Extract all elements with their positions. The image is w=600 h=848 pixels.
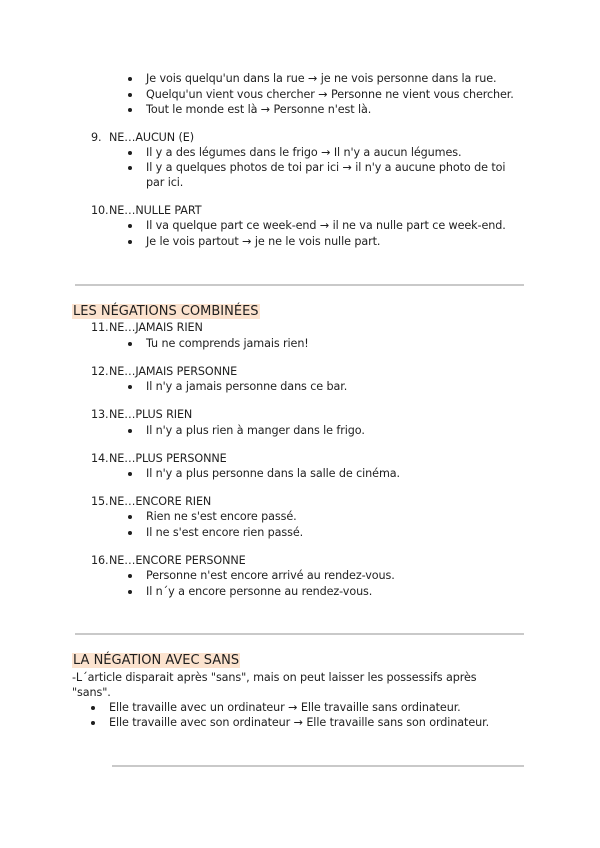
list-number: 15. — [91, 495, 109, 508]
list-item: Tu ne comprends jamais rien! — [146, 337, 309, 350]
section-title-nulle-part: NE…NULLE PART — [109, 204, 202, 217]
list-number: 12. — [91, 365, 109, 378]
item-title: NE…ENCORE PERSONNE — [109, 554, 246, 567]
list-item: Il n'y a plus personne dans la salle de cinéma. — [146, 467, 400, 480]
intro-text: -L´article disparait après "sans", mais on peut laisser les possessifs après — [72, 671, 477, 684]
list-number: 11. — [91, 321, 109, 334]
list-item: Il n'y a plus rien à manger dans le frigo. — [146, 424, 365, 437]
list-item: Elle travaille avec son ordinateur → Elle travaille sans son ordinateur. — [109, 716, 490, 729]
item-title: NE…PLUS PERSONNE — [109, 452, 227, 465]
divider — [112, 765, 524, 767]
list-item: Il y a quelques photos de toi par ici → il n'y a aucune photo de toi — [146, 161, 506, 174]
list-item: Personne n'est encore arrivé au rendez-vous. — [146, 569, 395, 582]
list-item: Elle travaille avec un ordinateur → Elle travaille sans ordinateur. — [109, 701, 461, 714]
section-title-aucun: NE…AUCUN (E) — [109, 131, 194, 144]
divider — [75, 284, 524, 286]
list-number: 13. — [91, 408, 109, 421]
divider — [75, 633, 524, 635]
item-title: NE…ENCORE RIEN — [109, 495, 212, 508]
item-title: NE…JAMAIS RIEN — [109, 321, 203, 334]
list-item: Quelqu'un vient vous chercher → Personne ne vient vous chercher. — [146, 88, 514, 101]
list-item: Il ne s'est encore rien passé. — [146, 526, 304, 539]
list-item-continuation: par ici. — [146, 176, 184, 189]
list-item: Il n'y a jamais personne dans ce bar. — [146, 380, 348, 393]
item-title: NE…PLUS RIEN — [109, 408, 193, 421]
list-item: Je vois quelqu'un dans la rue → je ne vois personne dans la rue. — [146, 72, 497, 85]
list-item: Il va quelque part ce week-end → il ne va nulle part ce week-end. — [146, 219, 506, 232]
list-number: 10. — [91, 204, 109, 217]
list-item: Il n´y a encore personne au rendez-vous. — [146, 585, 373, 598]
section-heading-sans: LA NÉGATION AVEC SANS — [73, 653, 240, 668]
list-number: 14. — [91, 452, 109, 465]
intro-text-continuation: "sans". — [72, 686, 111, 699]
list-number: 9. — [91, 131, 102, 144]
list-item: Je le vois partout → je ne le vois nulle part. — [146, 235, 381, 248]
item-title: NE…JAMAIS PERSONNE — [109, 365, 238, 378]
list-number: 16. — [91, 554, 109, 567]
list-item: Rien ne s'est encore passé. — [146, 510, 297, 523]
section-heading-combinees: LES NÉGATIONS COMBINÉES — [73, 304, 259, 319]
list-item: Tout le monde est là → Personne n'est là. — [146, 103, 372, 116]
list-item: Il y a des légumes dans le frigo → Il n'y a aucun légumes. — [146, 146, 462, 159]
